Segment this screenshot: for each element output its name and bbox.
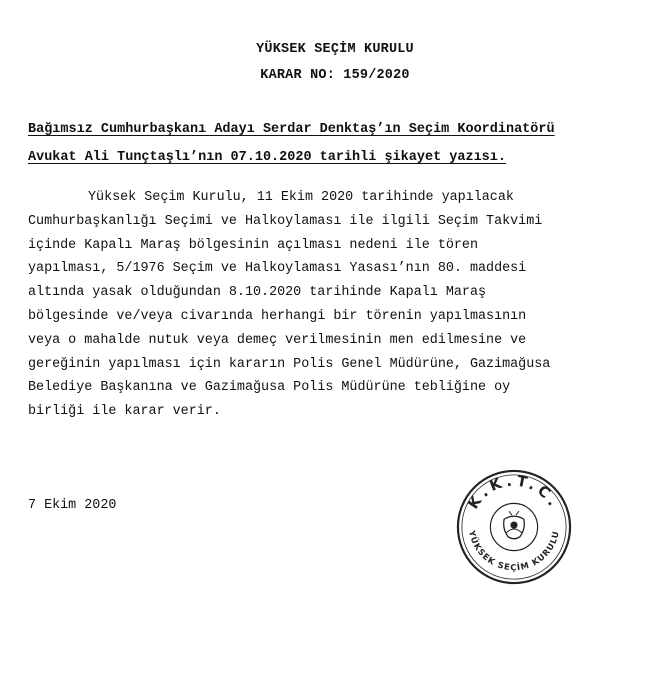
body-line: yapılması, 5/1976 Seçim ve Halkoylaması Yasası’nın 80. maddesi <box>28 261 527 277</box>
body-line: veya o mahalde nutuk veya demeç verilmesinin men edilmesine ve <box>28 332 527 348</box>
seal-emblem-icon <box>504 511 525 539</box>
official-seal-stamp <box>455 468 573 586</box>
body-line: birliği ile karar verir. <box>28 404 221 420</box>
body-line: Belediye Başkanına ve Gazimağusa Polis Müdürüne tebliğine oy <box>28 380 511 396</box>
seal-top-text: K.K.T.C. <box>464 472 564 513</box>
body-line: gereğinin yapılması için kararın Polis Genel Müdürüne, Gazimağusa <box>28 356 551 372</box>
subject-block <box>28 116 648 172</box>
subject-line-1: Bağımsız Cumhurbaşkanı Adayı Serdar Denktaş’ın Seçim Koordinatörü <box>28 122 555 137</box>
body-line: içinde Kapalı Maraş bölgesinin açılması nedeni ile tören <box>28 237 478 253</box>
decision-number: KARAR NO: 159/2020 <box>260 68 410 83</box>
body-line: altında yasak olduğundan 8.10.2020 tarihinde Kapalı Maraş <box>28 285 487 301</box>
subject-line-2: Avukat Ali Tunçtaşlı’nın 07.10.2020 tarihli şikayet yazısı. <box>28 150 506 165</box>
document-date: 7 Ekim 2020 <box>28 498 117 513</box>
seal-bottom-text: YÜKSEK SEÇİM KURULU <box>467 529 561 573</box>
body-line: bölgesinde ve/veya civarında herhangi bir törenin yapılmasının <box>28 308 527 324</box>
body-line: Cumhurbaşkanlığı Seçimi ve Halkoylaması ile ilgili Seçim Takvimi <box>28 213 543 229</box>
decision-body <box>28 186 648 424</box>
institution-title: YÜKSEK SEÇİM KURULU <box>256 42 414 57</box>
body-line: Yüksek Seçim Kurulu, 11 Ekim 2020 tarihinde yapılacak <box>88 190 514 205</box>
